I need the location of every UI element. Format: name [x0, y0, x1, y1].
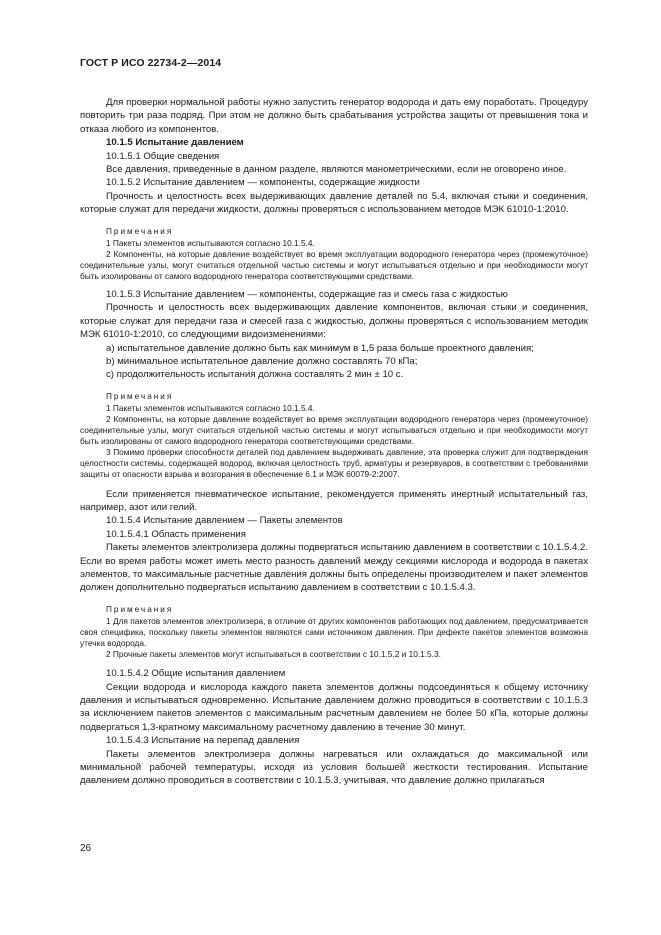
note: 2 Прочные пакеты элементов могут испытываться в соответствии с 10.1.5.2 и 10.1.5.3.: [106, 649, 441, 660]
subsection-heading: 10.1.5.1 Общие сведения: [106, 150, 220, 162]
paragraph: Прочность и целостность всех выдерживающих давление компонентов, включая стыки и соединения, которые служат для передачи газа и смесей газа с жидкостью, должны проверяться с использованием методик МЭК 61010-1:2010, со следующими видоизменениями:: [80, 302, 588, 341]
subsection-heading: 10.1.5.4 Испытание давлением — Пакеты элементов: [106, 515, 343, 527]
list-item: b) минимальное испытательное давление должно составлять 70 кПа;: [106, 356, 418, 368]
page-number: 26: [80, 843, 92, 854]
notes-title: Примечания: [106, 226, 174, 236]
note: 1 Пакеты элементов испытываются согласно 10.1.5.4.: [106, 402, 315, 413]
section-heading: 10.1.5 Испытание давлением: [106, 137, 244, 149]
note: 3 Помимо проверки способности деталей под давлением выдерживать давление, эта проверка служит для подтверждения целостности системы, содержащей водород, включая целостность труб, арматуры и резервуаров, в соответствии с требованиями защиты от опасности взрыва и возгорания в обеспечение 6.1 и МЭК 60079-2:2007.: [80, 447, 588, 480]
list-item: c) продолжительность испытания должна составлять 2 мин ± 10 с.: [106, 369, 404, 381]
paragraph: Прочность и целостность всех выдерживающих давление деталей по 5.4, включая стыки и соединения, которые служат для передачи жидкости, должны проверяться с использованием методов МЭК 61010-1:2010.: [80, 190, 588, 216]
note: 1 Пакеты элементов испытываются согласно 10.1.5.4.: [106, 237, 315, 248]
notes-title: Примечания: [106, 391, 174, 401]
paragraph: Для проверки нормальной работы нужно запустить генератор водорода и дать ему поработать. Процедуру повторить три раза подряд. При этом не должно быть срабатывания устройства защиты от превышения тока и отказа любого из компонентов.: [80, 97, 588, 135]
paragraph: Если применяется пневматическое испытание, рекомендуется применять инертный испытательный газ, например, азот или гелий.: [80, 488, 588, 513]
document-body: [80, 96, 588, 788]
subsection-heading: 10.1.5.4.3 Испытание на перепад давления: [106, 735, 300, 747]
subsection-heading: 10.1.5.2 Испытание давлением — компоненты, содержащие жидкости: [106, 177, 420, 189]
paragraph: Секции водорода и кислорода каждого пакета элементов должны подсоединяться к общему источнику давления и испытываться одновременно. Испытание давлением должно проводиться в соответствии с 10.1.5.3 за исключением пакетов элементов с максимальным расчетным давлением не более 50 кПа, которые должны подвергаться 1,3-кратному максимальному расчетному давлению в течение 30 минут.: [80, 681, 588, 733]
list-item: а) испытательное давление должно быть как минимум в 1,5 раза больше проектного давления;: [106, 342, 534, 354]
subsection-heading: 10.1.5.4.2 Общие испытания давлением: [106, 668, 286, 680]
page-header-standard: ГОСТ Р ИСО 22734-2—2014: [80, 57, 222, 69]
notes-title: Примечания: [106, 604, 174, 614]
paragraph: Все давления, приведенные в данном разделе, являются манометрическими, если не оговорено иное.: [106, 164, 567, 176]
paragraph: Пакеты элементов электролизера должны нагреваться или охлаждаться до максимальной или минимальной рабочей температуры, исходя из условия большей жесткости тестирования. Испытание давлением должно проводиться в соответствии с 10.1.5.3, учитывая, что давление должно прилагаться: [80, 748, 588, 787]
note: 1 Для пакетов элементов электролизера, в отличие от других компонентов работающих под давлением, предусматривается своя специфика, поскольку пакеты элементов являются сами источником давления. При дефекте пакетов элементов возможна утечка водорода.: [80, 615, 588, 648]
paragraph: Пакеты элементов электролизера должны подвергаться испытанию давлением в соответствии с 10.1.5.4.2. Если во время работы может иметь место разность давлений между секциями кислорода и водорода в пакетах элементов, то максимальные расчетные давления должны быть определены производителем и пакет элементов должен дополнительно подвергаться испытанию давлением в соответствии с 10.1.5.4.3.: [80, 542, 588, 594]
subsection-heading: 10.1.5.3 Испытание давлением — компоненты, содержащие газ и смесь газа с жидкостью: [106, 289, 508, 301]
note: 2 Компоненты, на которые давление воздействует во время эксплуатации водородного генератора через (промежуточное) соединительные узлы, могут считаться отдельной частью системы и могут испытываться отдельно и при необходимости могут быть изолированы от самого водородного генератора соответствующими средствами.: [80, 248, 588, 281]
subsection-heading: 10.1.5.4.1 Область применения: [106, 528, 246, 540]
note: 2 Компоненты, на которые давление воздействует во время эксплуатации водородного генератора через (промежуточное) соединительные узлы, могут считаться отдельной частью системы и могут испытываться отдельно и при необходимости могут быть изолированы от самого водородного генератора соответствующими средствами.: [80, 413, 588, 447]
